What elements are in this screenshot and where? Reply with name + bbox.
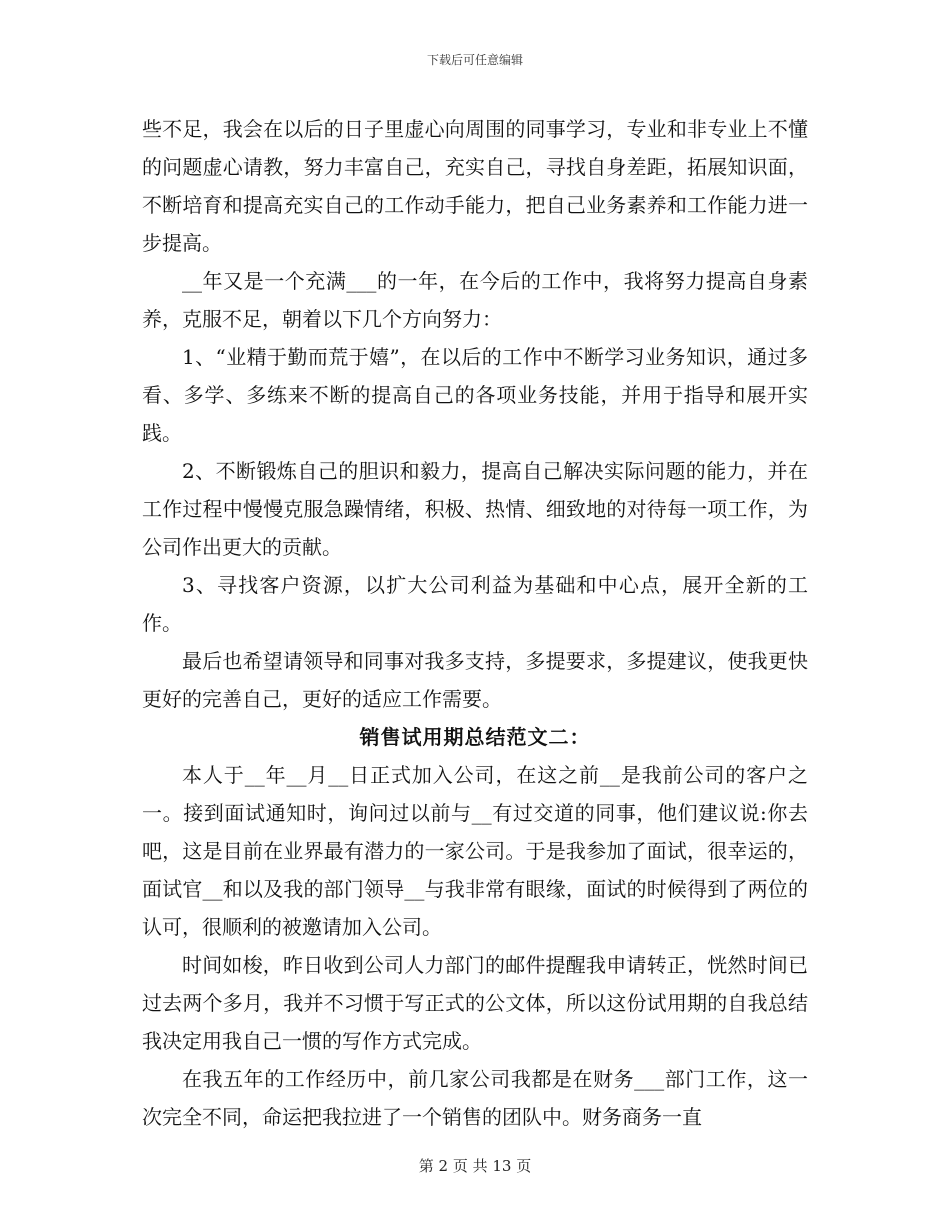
- paragraph-experience: 在我五年的工作经历中，前几家公司我都是在财务___部门工作，这一次完全不同，命运把我拉进了一个销售的团队中。财务商务一直: [142, 1067, 808, 1129]
- paragraph-continuation: 些不足，我会在以后的日子里虚心向周围的同事学习，专业和非专业上不懂的问题虚心请教，努力丰富自己，充实自己，寻找自身差距，拓展知识面，不断培育和提高充实自己的工作动手能力，把自己业务素养和工作能力进一步提高。: [142, 117, 808, 255]
- paragraph-goal-2: 2、不断锻炼自己的胆识和毅力，提高自己解决实际问题的能力，并在工作过程中慢慢克服急躁情绪，积极、热情、细致地的对待每一项工作，为公司作出更大的贡献。: [142, 459, 808, 559]
- section-heading: 销售试用期总结范文二：: [359, 725, 591, 749]
- page-footer: 第 2 页 共 13 页: [418, 1157, 532, 1175]
- paragraph-year-outlook: __年又是一个充满___的一年，在今后的工作中，我将努力提高自身素养，克服不足，朝着以下几个方向努力：: [142, 269, 808, 331]
- paragraph-goal-3: 3、寻找客户资源，以扩大公司利益为基础和中心点，展开全新的工作。: [142, 573, 808, 635]
- page-header: 下载后可任意编辑: [426, 53, 523, 67]
- paragraph-goal-1: 1、“业精于勤而荒于嬉”，在以后的工作中不断学习业务知识，通过多看、多学、多练来不断的提高自己的各项业务技能，并用于指导和展开实践。: [142, 345, 808, 445]
- paragraph-closing: 最后也希望请领导和同事对我多支持，多提要求，多提建议，使我更快更好的完善自己，更好的适应工作需要。: [142, 649, 808, 711]
- paragraph-joining: 本人于__年__月__日正式加入公司，在这之前__是我前公司的客户之一。接到面试通知时，询问过以前与__有过交道的同事，他们建议说:你去吧，这是目前在业界最有潜力的一家公司。于是我参加了面试，很幸运的，面试官__和以及我的部门领导__与我非常有眼缘，面试的时候得到了两位的认可，很顺利的被邀请加入公司。: [142, 763, 808, 939]
- document-body: [142, 110, 808, 1136]
- paragraph-time: 时间如梭，昨日收到公司人力部门的邮件提醒我申请转正，恍然时间已过去两个多月，我并不习惯于写正式的公文体，所以这份试用期的自我总结我决定用我自己一惯的写作方式完成。: [142, 953, 808, 1053]
